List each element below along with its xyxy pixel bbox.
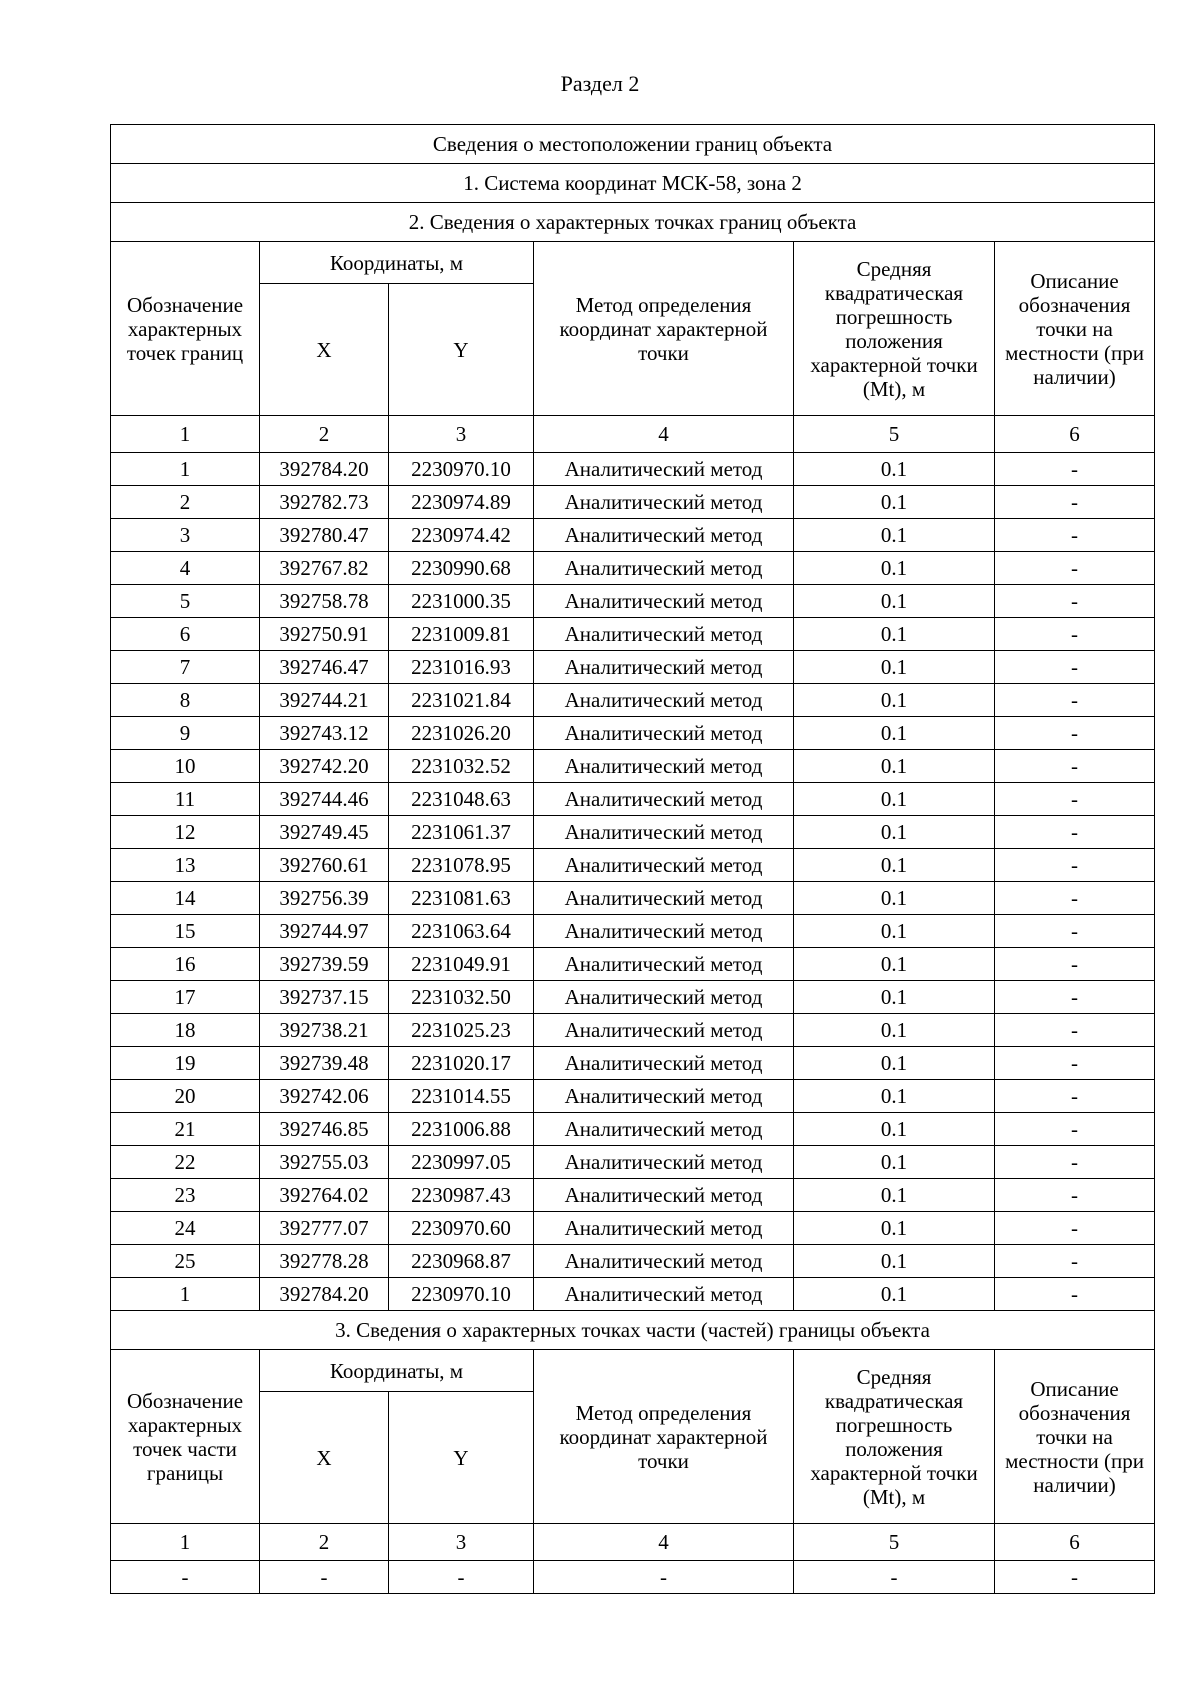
y-coordinate-cell: 2230974.42 bbox=[389, 519, 534, 552]
table-row bbox=[111, 519, 1155, 552]
method-cell: Аналитический метод bbox=[534, 981, 794, 1014]
table-row bbox=[111, 684, 1155, 717]
description-cell: - bbox=[995, 816, 1155, 849]
method-cell: Аналитический метод bbox=[534, 585, 794, 618]
table-row bbox=[111, 1212, 1155, 1245]
y-coordinate-cell: 2231009.81 bbox=[389, 618, 534, 651]
table-row bbox=[111, 981, 1155, 1014]
x-coordinate-cell: 392764.02 bbox=[260, 1179, 389, 1212]
point-number-cell: 1 bbox=[111, 453, 260, 486]
column-number: 1 bbox=[111, 1524, 260, 1561]
x-coordinate-cell: 392742.06 bbox=[260, 1080, 389, 1113]
y-coordinate-cell: 2231032.52 bbox=[389, 750, 534, 783]
header-coordinates: Координаты, м bbox=[260, 1350, 534, 1392]
description-cell: - bbox=[995, 750, 1155, 783]
table-row bbox=[111, 486, 1155, 519]
table-row bbox=[111, 783, 1155, 816]
error-cell: 0.1 bbox=[794, 585, 995, 618]
method-cell: Аналитический метод bbox=[534, 486, 794, 519]
y-coordinate-cell: 2231000.35 bbox=[389, 585, 534, 618]
column-number: 2 bbox=[260, 1524, 389, 1561]
x-coordinate-cell: 392746.85 bbox=[260, 1113, 389, 1146]
error-cell: 0.1 bbox=[794, 948, 995, 981]
header-method: Метод определения координат характерной точки bbox=[534, 242, 794, 416]
y-coordinate-cell: 2231032.50 bbox=[389, 981, 534, 1014]
table-row bbox=[111, 849, 1155, 882]
method-cell: Аналитический метод bbox=[534, 552, 794, 585]
x-coordinate-cell: 392746.47 bbox=[260, 651, 389, 684]
point-number-cell: 15 bbox=[111, 915, 260, 948]
table-title: Сведения о местоположении границ объекта bbox=[111, 125, 1155, 164]
error-cell: 0.1 bbox=[794, 783, 995, 816]
description-cell: - bbox=[995, 1179, 1155, 1212]
header-coordinates: Координаты, м bbox=[260, 242, 534, 284]
table-row bbox=[111, 915, 1155, 948]
error-cell: 0.1 bbox=[794, 849, 995, 882]
x-coordinate-cell: 392744.97 bbox=[260, 915, 389, 948]
error-cell: 0.1 bbox=[794, 1179, 995, 1212]
x-coordinate-cell: 392749.45 bbox=[260, 816, 389, 849]
x-coordinate-cell: 392784.20 bbox=[260, 1278, 389, 1311]
method-cell: Аналитический метод bbox=[534, 1212, 794, 1245]
header-point-designation: Обозначение характерных точек границ bbox=[111, 242, 260, 416]
x-coordinate-cell: 392744.46 bbox=[260, 783, 389, 816]
column-number: 4 bbox=[534, 1524, 794, 1561]
method-cell: Аналитический метод bbox=[534, 717, 794, 750]
point-number-cell: 10 bbox=[111, 750, 260, 783]
error-cell: 0.1 bbox=[794, 453, 995, 486]
point-number-cell: 24 bbox=[111, 1212, 260, 1245]
point-number-cell: 25 bbox=[111, 1245, 260, 1278]
method-cell: Аналитический метод bbox=[534, 948, 794, 981]
description-cell: - bbox=[995, 948, 1155, 981]
method-cell: Аналитический метод bbox=[534, 1014, 794, 1047]
description-cell: - bbox=[995, 1245, 1155, 1278]
y-coordinate-cell: 2231063.64 bbox=[389, 915, 534, 948]
x-coordinate-cell: - bbox=[260, 1561, 389, 1594]
error-cell: 0.1 bbox=[794, 651, 995, 684]
error-cell: 0.1 bbox=[794, 816, 995, 849]
point-number-cell: 12 bbox=[111, 816, 260, 849]
x-coordinate-cell: 392744.21 bbox=[260, 684, 389, 717]
description-cell: - bbox=[995, 849, 1155, 882]
point-number-cell: 19 bbox=[111, 1047, 260, 1080]
error-cell: 0.1 bbox=[794, 618, 995, 651]
method-cell: Аналитический метод bbox=[534, 750, 794, 783]
description-cell: - bbox=[995, 717, 1155, 750]
y-coordinate-cell: 2231081.63 bbox=[389, 882, 534, 915]
method-cell: Аналитический метод bbox=[534, 1080, 794, 1113]
description-cell: - bbox=[995, 915, 1155, 948]
y-coordinate-cell: 2231061.37 bbox=[389, 816, 534, 849]
column-number: 3 bbox=[389, 416, 534, 453]
table-row bbox=[111, 1113, 1155, 1146]
error-cell: 0.1 bbox=[794, 1047, 995, 1080]
x-coordinate-cell: 392784.20 bbox=[260, 453, 389, 486]
table-row bbox=[111, 717, 1155, 750]
table-row bbox=[111, 453, 1155, 486]
point-number-cell: 9 bbox=[111, 717, 260, 750]
table-row bbox=[111, 750, 1155, 783]
header-x: X bbox=[260, 284, 389, 416]
method-cell: Аналитический метод bbox=[534, 651, 794, 684]
table-row bbox=[111, 1047, 1155, 1080]
y-coordinate-cell: 2231006.88 bbox=[389, 1113, 534, 1146]
table-row bbox=[111, 1080, 1155, 1113]
error-cell: 0.1 bbox=[794, 486, 995, 519]
y-coordinate-cell: 2231014.55 bbox=[389, 1080, 534, 1113]
header-method: Метод определения координат характерной точки bbox=[534, 1350, 794, 1524]
column-number: 4 bbox=[534, 416, 794, 453]
header-mean-square-error: Средняя квадратическая погрешность положения характерной точки (Mt), м bbox=[794, 1350, 995, 1524]
table-row bbox=[111, 948, 1155, 981]
table-row bbox=[111, 618, 1155, 651]
description-cell: - bbox=[995, 1212, 1155, 1245]
x-coordinate-cell: 392780.47 bbox=[260, 519, 389, 552]
section-title: Раздел 2 bbox=[560, 71, 640, 96]
point-number-cell: 4 bbox=[111, 552, 260, 585]
method-cell: Аналитический метод bbox=[534, 1278, 794, 1311]
point-number-cell: 8 bbox=[111, 684, 260, 717]
y-coordinate-cell: 2230968.87 bbox=[389, 1245, 534, 1278]
x-coordinate-cell: 392767.82 bbox=[260, 552, 389, 585]
y-coordinate-cell: 2230974.89 bbox=[389, 486, 534, 519]
point-number-cell: 18 bbox=[111, 1014, 260, 1047]
y-coordinate-cell: 2231048.63 bbox=[389, 783, 534, 816]
y-coordinate-cell: 2231020.17 bbox=[389, 1047, 534, 1080]
point-number-cell: 14 bbox=[111, 882, 260, 915]
y-coordinate-cell: 2230990.68 bbox=[389, 552, 534, 585]
x-coordinate-cell: 392750.91 bbox=[260, 618, 389, 651]
table-row bbox=[111, 1014, 1155, 1047]
column-number: 1 bbox=[111, 416, 260, 453]
point-number-cell: 16 bbox=[111, 948, 260, 981]
column-number: 6 bbox=[995, 1524, 1155, 1561]
point-number-cell: 22 bbox=[111, 1146, 260, 1179]
x-coordinate-cell: 392756.39 bbox=[260, 882, 389, 915]
y-coordinate-cell: 2230970.10 bbox=[389, 453, 534, 486]
x-coordinate-cell: 392760.61 bbox=[260, 849, 389, 882]
description-cell: - bbox=[995, 1146, 1155, 1179]
point-number-cell: 13 bbox=[111, 849, 260, 882]
y-coordinate-cell: 2230997.05 bbox=[389, 1146, 534, 1179]
header-y: Y bbox=[389, 1392, 534, 1524]
method-cell: - bbox=[534, 1561, 794, 1594]
method-cell: Аналитический метод bbox=[534, 618, 794, 651]
method-cell: Аналитический метод bbox=[534, 1113, 794, 1146]
y-coordinate-cell: 2231016.93 bbox=[389, 651, 534, 684]
column-number: 6 bbox=[995, 416, 1155, 453]
column-number: 3 bbox=[389, 1524, 534, 1561]
error-cell: 0.1 bbox=[794, 519, 995, 552]
table-row bbox=[111, 1561, 1155, 1594]
x-coordinate-cell: 392778.28 bbox=[260, 1245, 389, 1278]
table-row bbox=[111, 882, 1155, 915]
coordinate-system: 1. Система координат МСК-58, зона 2 bbox=[111, 164, 1155, 203]
column-number: 5 bbox=[794, 416, 995, 453]
y-coordinate-cell: 2231025.23 bbox=[389, 1014, 534, 1047]
error-cell: 0.1 bbox=[794, 1080, 995, 1113]
x-coordinate-cell: 392739.48 bbox=[260, 1047, 389, 1080]
error-cell: 0.1 bbox=[794, 915, 995, 948]
method-cell: Аналитический метод bbox=[534, 849, 794, 882]
description-cell: - bbox=[995, 585, 1155, 618]
description-cell: - bbox=[995, 882, 1155, 915]
x-coordinate-cell: 392782.73 bbox=[260, 486, 389, 519]
x-coordinate-cell: 392777.07 bbox=[260, 1212, 389, 1245]
error-cell: 0.1 bbox=[794, 1212, 995, 1245]
description-cell: - bbox=[995, 552, 1155, 585]
column-number: 5 bbox=[794, 1524, 995, 1561]
description-cell: - bbox=[995, 519, 1155, 552]
point-number-cell: 11 bbox=[111, 783, 260, 816]
error-cell: 0.1 bbox=[794, 1113, 995, 1146]
x-coordinate-cell: 392737.15 bbox=[260, 981, 389, 1014]
method-cell: Аналитический метод bbox=[534, 783, 794, 816]
point-number-cell: - bbox=[111, 1561, 260, 1594]
error-cell: 0.1 bbox=[794, 750, 995, 783]
x-coordinate-cell: 392743.12 bbox=[260, 717, 389, 750]
description-cell: - bbox=[995, 1047, 1155, 1080]
table-row bbox=[111, 585, 1155, 618]
y-coordinate-cell: 2230970.10 bbox=[389, 1278, 534, 1311]
point-number-cell: 5 bbox=[111, 585, 260, 618]
method-cell: Аналитический метод bbox=[534, 882, 794, 915]
table-row bbox=[111, 1146, 1155, 1179]
description-cell: - bbox=[995, 453, 1155, 486]
error-cell: 0.1 bbox=[794, 882, 995, 915]
boundary-coordinates-table bbox=[110, 124, 1155, 1594]
point-number-cell: 1 bbox=[111, 1278, 260, 1311]
x-coordinate-cell: 392758.78 bbox=[260, 585, 389, 618]
table-row bbox=[111, 1179, 1155, 1212]
point-number-cell: 7 bbox=[111, 651, 260, 684]
point-number-cell: 17 bbox=[111, 981, 260, 1014]
x-coordinate-cell: 392742.20 bbox=[260, 750, 389, 783]
point-number-cell: 23 bbox=[111, 1179, 260, 1212]
point-number-cell: 2 bbox=[111, 486, 260, 519]
description-cell: - bbox=[995, 981, 1155, 1014]
description-cell: - bbox=[995, 1014, 1155, 1047]
point-number-cell: 3 bbox=[111, 519, 260, 552]
point-number-cell: 20 bbox=[111, 1080, 260, 1113]
header-x: X bbox=[260, 1392, 389, 1524]
method-cell: Аналитический метод bbox=[534, 915, 794, 948]
method-cell: Аналитический метод bbox=[534, 816, 794, 849]
error-cell: 0.1 bbox=[794, 1245, 995, 1278]
header-description: Описание обозначения точки на местности (при наличии) bbox=[995, 1350, 1155, 1524]
header-description: Описание обозначения точки на местности (при наличии) bbox=[995, 242, 1155, 416]
table-row bbox=[111, 552, 1155, 585]
y-coordinate-cell: 2231026.20 bbox=[389, 717, 534, 750]
description-cell: - bbox=[995, 486, 1155, 519]
method-cell: Аналитический метод bbox=[534, 1179, 794, 1212]
part1-title: 2. Сведения о характерных точках границ объекта bbox=[111, 203, 1155, 242]
error-cell: 0.1 bbox=[794, 552, 995, 585]
description-cell: - bbox=[995, 1278, 1155, 1311]
error-cell: 0.1 bbox=[794, 1146, 995, 1179]
table-row bbox=[111, 1245, 1155, 1278]
y-coordinate-cell: 2231049.91 bbox=[389, 948, 534, 981]
description-cell: - bbox=[995, 1113, 1155, 1146]
description-cell: - bbox=[995, 684, 1155, 717]
method-cell: Аналитический метод bbox=[534, 453, 794, 486]
y-coordinate-cell: 2230970.60 bbox=[389, 1212, 534, 1245]
method-cell: Аналитический метод bbox=[534, 1146, 794, 1179]
y-coordinate-cell: 2230987.43 bbox=[389, 1179, 534, 1212]
description-cell: - bbox=[995, 618, 1155, 651]
description-cell: - bbox=[995, 1080, 1155, 1113]
x-coordinate-cell: 392738.21 bbox=[260, 1014, 389, 1047]
description-cell: - bbox=[995, 1561, 1155, 1594]
method-cell: Аналитический метод bbox=[534, 684, 794, 717]
error-cell: 0.1 bbox=[794, 981, 995, 1014]
header-point-designation-part: Обозначение характерных точек части границы bbox=[111, 1350, 260, 1524]
point-number-cell: 21 bbox=[111, 1113, 260, 1146]
method-cell: Аналитический метод bbox=[534, 1047, 794, 1080]
header-y: Y bbox=[389, 284, 534, 416]
error-cell: - bbox=[794, 1561, 995, 1594]
y-coordinate-cell: 2231078.95 bbox=[389, 849, 534, 882]
method-cell: Аналитический метод bbox=[534, 1245, 794, 1278]
point-number-cell: 6 bbox=[111, 618, 260, 651]
x-coordinate-cell: 392739.59 bbox=[260, 948, 389, 981]
table-row bbox=[111, 1278, 1155, 1311]
error-cell: 0.1 bbox=[794, 684, 995, 717]
y-coordinate-cell: - bbox=[389, 1561, 534, 1594]
error-cell: 0.1 bbox=[794, 1014, 995, 1047]
description-cell: - bbox=[995, 651, 1155, 684]
table-row bbox=[111, 816, 1155, 849]
method-cell: Аналитический метод bbox=[534, 519, 794, 552]
column-number: 2 bbox=[260, 416, 389, 453]
error-cell: 0.1 bbox=[794, 1278, 995, 1311]
part2-title: 3. Сведения о характерных точках части (частей) границы объекта bbox=[111, 1311, 1155, 1350]
y-coordinate-cell: 2231021.84 bbox=[389, 684, 534, 717]
description-cell: - bbox=[995, 783, 1155, 816]
x-coordinate-cell: 392755.03 bbox=[260, 1146, 389, 1179]
header-mean-square-error: Средняя квадратическая погрешность положения характерной точки (Mt), м bbox=[794, 242, 995, 416]
table-row bbox=[111, 651, 1155, 684]
error-cell: 0.1 bbox=[794, 717, 995, 750]
